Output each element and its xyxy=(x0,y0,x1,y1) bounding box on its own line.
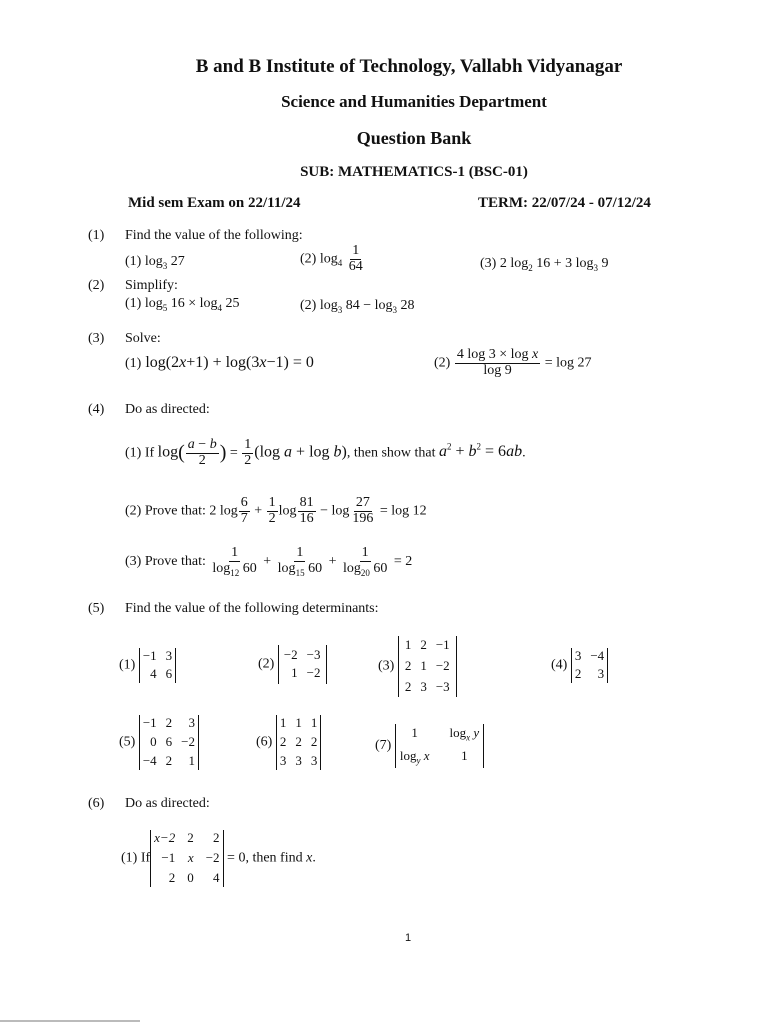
determinant-entry: 4 xyxy=(213,869,220,885)
part-label: (1) xyxy=(125,254,142,269)
determinant-entry: −2 xyxy=(306,664,321,680)
question-number: (3) xyxy=(88,331,105,346)
determinant-entry: −2 xyxy=(435,657,450,673)
determinant-entry: 2 xyxy=(404,657,412,673)
part-label: (1) xyxy=(119,657,136,673)
institute-title: B and B Institute of Technology, Vallabh Vidyanagar xyxy=(195,56,623,77)
determinant-entry: 1 xyxy=(279,715,287,730)
question-number: (1) xyxy=(88,228,105,243)
part-label: (2) Prove that: xyxy=(125,503,206,519)
determinant-entry: 1 xyxy=(420,657,427,673)
part-label: (2) xyxy=(434,355,451,371)
part-label: (3) Prove that: xyxy=(125,554,206,570)
determinant xyxy=(276,715,322,770)
connector-text: , then find xyxy=(245,850,303,866)
edge-shadow xyxy=(0,1020,140,1022)
determinant-entry: x xyxy=(187,849,194,865)
determinant-entry: 3 xyxy=(188,715,196,730)
determinant-entry: 2 xyxy=(310,733,318,749)
determinant-entry: −3 xyxy=(435,678,450,694)
determinant xyxy=(139,715,199,770)
determinant-entry: 6 xyxy=(165,665,173,681)
question-text: Find the value of the following: xyxy=(125,228,303,243)
determinant-entry: 1 xyxy=(310,715,318,730)
determinant-entry: 1 xyxy=(291,664,298,680)
determinant-entry: −2 xyxy=(181,733,196,749)
determinant xyxy=(150,830,223,887)
determinant-entry: −2 xyxy=(283,647,298,662)
math-expression: (3) Prove that: $\frac{1}{\log_{12} 60}$ + $\frac{1}{\log_{15} 60}$ + $\frac{1}{\log_{20} 60}$ = 2 xyxy=(125,545,413,578)
question-number: (2) xyxy=(88,278,105,293)
question-number: (5) xyxy=(88,601,105,616)
determinant-entry: 3 xyxy=(420,678,427,694)
determinant-entry: 1 xyxy=(404,637,412,652)
math-expression: (1) $\log_5 16 \times \log_4 25$ xyxy=(125,296,240,313)
determinant-entry: 2 xyxy=(404,678,412,694)
determinant-entry: 0 xyxy=(187,869,194,885)
determinant-entry: 2 xyxy=(279,733,287,749)
question-text: Do as directed: xyxy=(125,796,210,811)
determinant-entry: 2 xyxy=(187,830,194,845)
determinant-entry: 1 xyxy=(295,715,302,730)
determinant-entry: −1 xyxy=(161,849,176,865)
determinant-entry: 2 xyxy=(295,733,302,749)
determinant-entry: x−2 xyxy=(154,830,176,845)
determinant-entry: 1 xyxy=(188,752,196,768)
determinant-entry: 3 xyxy=(165,648,173,663)
determinant-entry: 2 xyxy=(165,752,173,768)
determinant-entry: −1 xyxy=(435,637,450,652)
part-label: (6) xyxy=(256,734,273,750)
question-text: Find the value of the following determinants: xyxy=(125,601,379,616)
part-label: (2) xyxy=(300,298,317,313)
part-label: (3) xyxy=(480,256,497,271)
determinant-item xyxy=(258,645,327,684)
page-number: 1 xyxy=(405,932,412,944)
determinant-entry: −2 xyxy=(205,849,220,865)
part-label: (4) xyxy=(551,657,568,673)
determinant-entry: 1 xyxy=(411,725,418,740)
math-expression: (3) 2 $\log_2 16 + 3$ $\log_3 9$ xyxy=(480,256,609,273)
part-label: (2) xyxy=(300,251,317,267)
part-label: (5) xyxy=(119,734,136,750)
determinant-entry: −4 xyxy=(590,648,605,663)
math-expression: (1) If x−2 2 2 −1 x −2 2 0 4 = 0, then find x. xyxy=(121,830,316,885)
determinant-entry: 2 xyxy=(420,637,427,652)
part-label: (1) If xyxy=(125,445,155,461)
determinant xyxy=(395,724,484,768)
determinant-entry: 3 xyxy=(597,665,605,681)
determinant-item xyxy=(378,636,457,697)
determinant xyxy=(398,636,457,697)
question-text: Solve: xyxy=(125,331,161,346)
determinant-entry: $\log_x y$ xyxy=(449,725,480,743)
determinant-entry: −1 xyxy=(142,715,157,730)
determinant-entry: 3 xyxy=(310,752,318,768)
determinant-item xyxy=(375,724,484,768)
department-title: Science and Humanities Department xyxy=(281,92,547,111)
determinant xyxy=(139,648,176,683)
question-text: Simplify: xyxy=(125,278,178,293)
determinant-entry: 2 xyxy=(165,715,173,730)
exam-date: Mid sem Exam on 22/11/24 xyxy=(128,195,301,211)
part-label: (1) xyxy=(125,356,142,371)
determinant xyxy=(278,645,327,684)
determinant-entry: 2 xyxy=(168,869,176,885)
determinant-entry: 0 xyxy=(150,733,157,749)
question-text: Do as directed: xyxy=(125,402,210,417)
determinant-item xyxy=(256,715,321,770)
part-label: (1) If xyxy=(121,850,151,866)
part-label: (7) xyxy=(375,738,392,754)
part-label: (3) xyxy=(378,658,395,674)
determinant-entry: 6 xyxy=(165,733,173,749)
subject-line: SUB: MATHEMATICS-1 (BSC-01) xyxy=(300,164,528,180)
question-number: (6) xyxy=(88,796,105,811)
determinant-entry: 3 xyxy=(295,752,302,768)
math-expression: (1) If log( $\frac{a - b}{2}$ ) = $\frac{1}{2}$ (log a + log b), then show that $a^2 + b^2 = 6ab$. xyxy=(125,437,526,468)
math-expression: (2) $\log_3 84 - \log_3 28$ xyxy=(300,298,415,315)
determinant-entry: $\log_y x$ xyxy=(399,747,430,766)
determinant-item xyxy=(551,648,608,683)
determinant-entry: −3 xyxy=(306,647,321,662)
math-expression: (1) $\log_3 27$ xyxy=(125,254,185,271)
determinant xyxy=(571,648,608,683)
math-expression: (1) log(2x+1) + log(3x−1) = 0 xyxy=(125,354,314,371)
determinant-entry: −4 xyxy=(142,752,157,768)
determinant-entry: 3 xyxy=(574,648,582,663)
term-dates: TERM: 22/07/24 - 07/12/24 xyxy=(478,195,651,211)
part-label: (2) xyxy=(258,656,275,672)
determinant-item xyxy=(119,648,176,683)
determinant-entry: 3 xyxy=(279,752,287,768)
math-expression: (2) Prove that: 2 log $\frac{6}{7}$ + $\frac{1}{2}$ log $\frac{81}{16}$ − log $\frac{27}{196}$ = log 12 xyxy=(125,495,427,526)
determinant-entry: 4 xyxy=(150,665,157,681)
determinant-entry: 1 xyxy=(461,747,468,763)
page-title: Question Bank xyxy=(356,128,472,148)
determinant-entry: 2 xyxy=(574,665,582,681)
question-number: (4) xyxy=(88,402,105,417)
part-label: (1) xyxy=(125,296,142,311)
determinant-entry: 2 xyxy=(213,830,220,845)
math-expression: (2) $\frac{\text{4 log 3 × log x}}{\log 9}$ = log 27 xyxy=(434,347,592,378)
connector-text: , then show that xyxy=(346,445,436,461)
determinant-item xyxy=(119,715,199,770)
math-expression: (2) $\log_4$ $\frac{1}{64}$ xyxy=(300,243,363,274)
determinant-entry: −1 xyxy=(142,648,157,663)
